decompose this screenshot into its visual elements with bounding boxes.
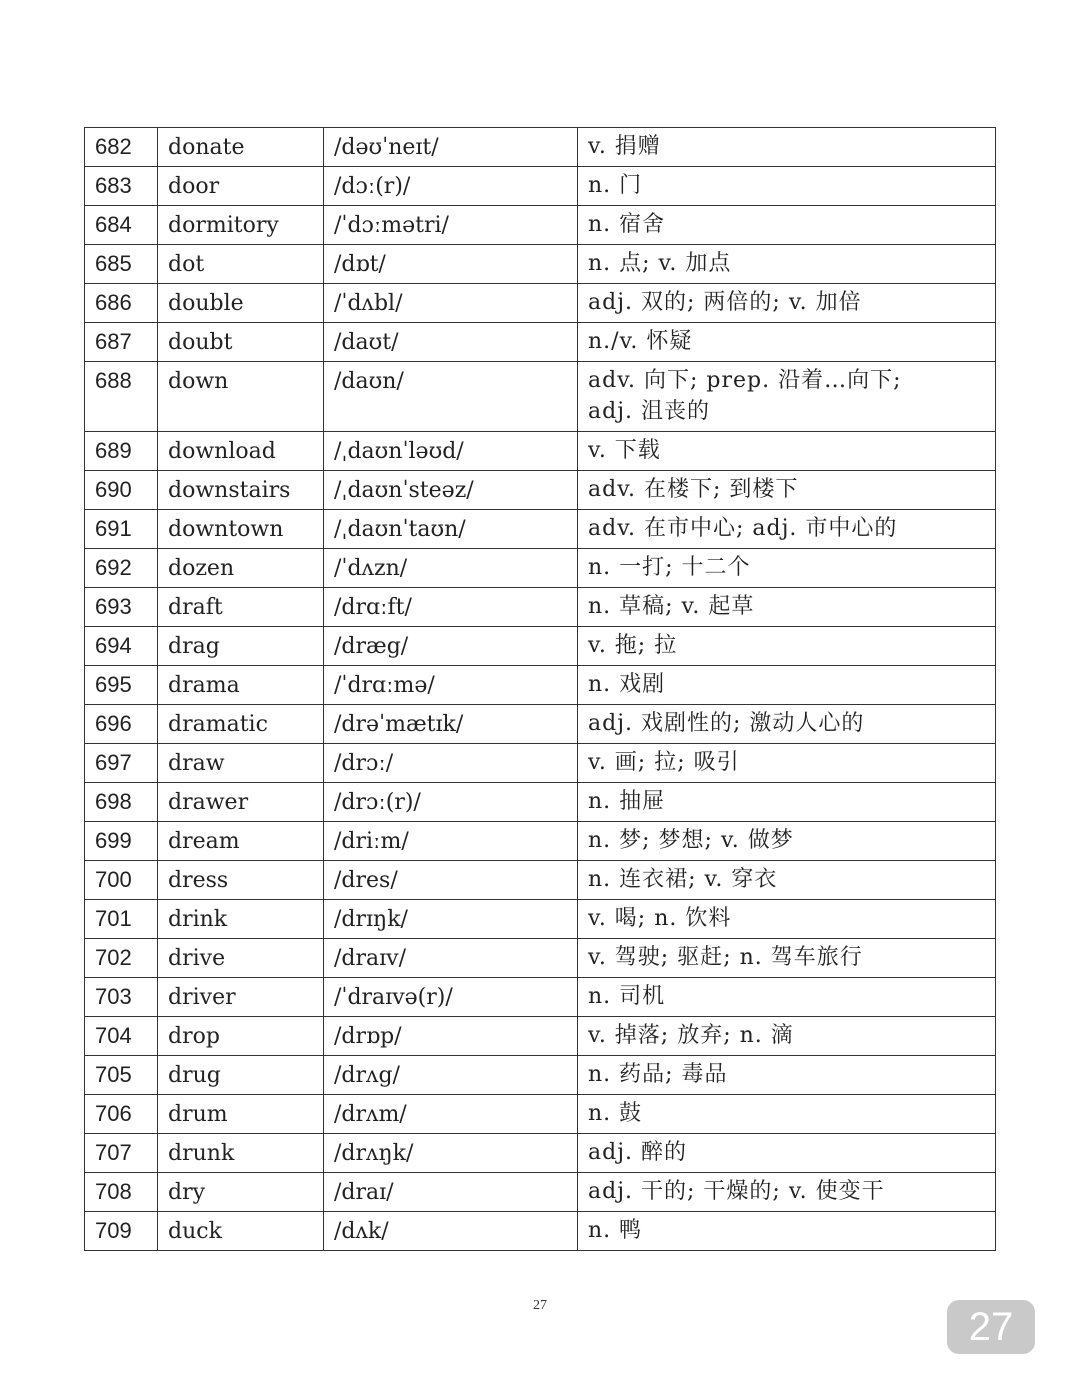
entry-meaning-cell <box>578 822 996 861</box>
entry-number-cell <box>85 1173 158 1212</box>
entry-phonetic-cell <box>324 1017 578 1056</box>
entry-number: 699 <box>95 828 132 853</box>
entry-phonetic-cell <box>324 167 578 206</box>
page-badge: 27 <box>947 1300 1035 1354</box>
entry-meaning-cell <box>578 1056 996 1095</box>
entry-phonetic-cell <box>324 627 578 666</box>
entry-number: 696 <box>95 711 132 736</box>
entry-phonetic: /driːm/ <box>334 829 409 854</box>
entry-meaning-cell <box>578 744 996 783</box>
entry-phonetic-cell <box>324 284 578 323</box>
entry-number-cell <box>85 1134 158 1173</box>
table-row <box>85 323 996 362</box>
entry-phonetic-cell <box>324 206 578 245</box>
entry-meaning-line: adv. 在市中心; adj. 市中心的 <box>588 516 898 541</box>
entry-meaning-cell <box>578 167 996 206</box>
entry-phonetic-cell <box>324 744 578 783</box>
table-row <box>85 206 996 245</box>
entry-word: dramatic <box>168 712 268 737</box>
entry-phonetic: /dɔː(r)/ <box>334 174 411 199</box>
entry-word-cell <box>158 432 324 471</box>
entry-number-cell <box>85 666 158 705</box>
entry-meaning-line: v. 下载 <box>588 438 661 463</box>
table-row <box>85 978 996 1017</box>
entry-phonetic-cell <box>324 900 578 939</box>
entry-number: 694 <box>95 633 132 658</box>
entry-word: driver <box>168 985 236 1010</box>
entry-word: drop <box>168 1024 220 1049</box>
entry-word-cell <box>158 744 324 783</box>
entry-meaning-cell <box>578 1017 996 1056</box>
entry-phonetic: /ˈdraɪvə(r)/ <box>334 985 453 1010</box>
table-row <box>85 666 996 705</box>
entry-meaning-line: n./v. 怀疑 <box>588 329 693 354</box>
entry-word: download <box>168 439 276 464</box>
entry-meaning-line: n. 宿舍 <box>588 212 666 237</box>
entry-number: 698 <box>95 789 132 814</box>
page-number: 27 <box>533 1298 547 1313</box>
table-row <box>85 167 996 206</box>
entry-number-cell <box>85 471 158 510</box>
entry-number: 701 <box>95 906 132 931</box>
entry-meaning-line: n. 司机 <box>588 984 666 1009</box>
entry-meaning-cell <box>578 705 996 744</box>
entry-phonetic-cell <box>324 1173 578 1212</box>
entry-phonetic: /ˌdaʊnˈləʊd/ <box>334 439 464 464</box>
entry-word: downstairs <box>168 478 291 503</box>
entry-phonetic-cell <box>324 362 578 432</box>
entry-phonetic: /drɑːft/ <box>334 595 412 620</box>
entry-number: 690 <box>95 477 132 502</box>
table-row <box>85 471 996 510</box>
entry-number-cell <box>85 284 158 323</box>
entry-meaning-line: adj. 双的; 两倍的; v. 加倍 <box>588 290 862 315</box>
entry-phonetic: /daʊt/ <box>334 330 399 355</box>
entry-word: door <box>168 174 220 199</box>
entry-number-cell <box>85 627 158 666</box>
entry-phonetic-cell <box>324 1212 578 1251</box>
entry-phonetic: /dʌk/ <box>334 1219 389 1244</box>
entry-word: dry <box>168 1180 206 1205</box>
entry-number: 688 <box>95 368 132 393</box>
entry-number-cell <box>85 1017 158 1056</box>
entry-phonetic-cell <box>324 1134 578 1173</box>
entry-number-cell <box>85 978 158 1017</box>
entry-meaning-cell <box>578 362 996 432</box>
entry-word-cell <box>158 705 324 744</box>
entry-meaning-cell <box>578 900 996 939</box>
entry-number: 695 <box>95 672 132 697</box>
entry-meaning-line: adj. 醉的 <box>588 1140 688 1165</box>
entry-word-cell <box>158 783 324 822</box>
entry-phonetic-cell <box>324 783 578 822</box>
entry-phonetic: /dræg/ <box>334 634 409 659</box>
entry-word: down <box>168 369 229 394</box>
table-row <box>85 900 996 939</box>
entry-word: drive <box>168 946 226 971</box>
entry-phonetic-cell <box>324 861 578 900</box>
entry-phonetic: /drəˈmætɪk/ <box>334 712 464 737</box>
table-row <box>85 1173 996 1212</box>
entry-meaning-line: adj. 戏剧性的; 激动人心的 <box>588 711 865 736</box>
table-row <box>85 245 996 284</box>
entry-phonetic-cell <box>324 245 578 284</box>
entry-phonetic: /ˈdʌbl/ <box>334 291 403 316</box>
entry-phonetic-cell <box>324 471 578 510</box>
entry-word-cell <box>158 1017 324 1056</box>
entry-word: duck <box>168 1219 222 1244</box>
entry-phonetic: /ˌdaʊnˈtaʊn/ <box>334 517 466 542</box>
entry-meaning-cell <box>578 323 996 362</box>
entry-meaning-cell <box>578 1212 996 1251</box>
entry-meaning-line: v. 画; 拉; 吸引 <box>588 750 740 775</box>
entry-number-cell <box>85 510 158 549</box>
entry-word-cell <box>158 666 324 705</box>
entry-meaning-line: v. 驾驶; 驱赶; n. 驾车旅行 <box>588 945 863 970</box>
entry-number-cell <box>85 900 158 939</box>
entry-number: 705 <box>95 1062 132 1087</box>
entry-word-cell <box>158 128 324 167</box>
entry-number: 685 <box>95 251 132 276</box>
entry-number: 708 <box>95 1179 132 1204</box>
entry-word-cell <box>158 510 324 549</box>
entry-meaning-cell <box>578 245 996 284</box>
entry-phonetic-cell <box>324 939 578 978</box>
table-row <box>85 861 996 900</box>
entry-number-cell <box>85 822 158 861</box>
entry-meaning-cell <box>578 861 996 900</box>
entry-phonetic-cell <box>324 666 578 705</box>
entry-phonetic: /ˌdaʊnˈsteəz/ <box>334 478 474 503</box>
entry-meaning-cell <box>578 627 996 666</box>
entry-word-cell <box>158 861 324 900</box>
entry-phonetic: /drɔː(r)/ <box>334 790 421 815</box>
table-row <box>85 744 996 783</box>
entry-number: 687 <box>95 329 132 354</box>
table-row <box>85 1095 996 1134</box>
table-row <box>85 510 996 549</box>
table-row <box>85 432 996 471</box>
entry-word-cell <box>158 1056 324 1095</box>
entry-meaning-cell <box>578 1095 996 1134</box>
entry-phonetic: /dɒt/ <box>334 252 386 277</box>
entry-meaning-line: n. 草稿; v. 起草 <box>588 594 755 619</box>
entry-meaning-line: v. 掉落; 放弃; n. 滴 <box>588 1023 794 1048</box>
entry-number-cell <box>85 128 158 167</box>
entry-meaning-cell <box>578 432 996 471</box>
entry-word-cell <box>158 822 324 861</box>
table-row <box>85 588 996 627</box>
entry-phonetic: /drʌŋk/ <box>334 1141 414 1166</box>
table-row <box>85 1212 996 1251</box>
entry-meaning-line: v. 拖; 拉 <box>588 633 678 658</box>
entry-number-cell <box>85 861 158 900</box>
table-row <box>85 705 996 744</box>
entry-phonetic-cell <box>324 978 578 1017</box>
entry-word-cell <box>158 627 324 666</box>
entry-number-cell <box>85 167 158 206</box>
entry-phonetic-cell <box>324 1056 578 1095</box>
entry-number-cell <box>85 744 158 783</box>
entry-meaning-line: n. 一打; 十二个 <box>588 555 751 580</box>
entry-word: double <box>168 291 244 316</box>
entry-word-cell <box>158 1173 324 1212</box>
entry-number-cell <box>85 588 158 627</box>
entry-phonetic: /ˈdʌzn/ <box>334 556 408 581</box>
entry-meaning-cell <box>578 783 996 822</box>
entry-number: 706 <box>95 1101 132 1126</box>
entry-number: 707 <box>95 1140 132 1165</box>
table-row <box>85 549 996 588</box>
entry-word: donate <box>168 135 245 160</box>
entry-word: draw <box>168 751 225 776</box>
entry-number: 691 <box>95 516 132 541</box>
entry-word-cell <box>158 167 324 206</box>
entry-meaning-cell <box>578 978 996 1017</box>
entry-word-cell <box>158 900 324 939</box>
entry-meaning-line: n. 点; v. 加点 <box>588 251 732 276</box>
entry-phonetic-cell <box>324 128 578 167</box>
table-row <box>85 284 996 323</box>
entry-number: 709 <box>95 1218 132 1243</box>
entry-number-cell <box>85 705 158 744</box>
entry-meaning-line: n. 鼓 <box>588 1101 643 1126</box>
entry-phonetic-cell <box>324 323 578 362</box>
entry-word-cell <box>158 1212 324 1251</box>
table-row <box>85 939 996 978</box>
table-row <box>85 1134 996 1173</box>
entry-number: 697 <box>95 750 132 775</box>
entry-phonetic: /drɔː/ <box>334 751 394 776</box>
table-row <box>85 822 996 861</box>
entry-meaning-line: v. 捐赠 <box>588 134 661 159</box>
entry-number: 700 <box>95 867 132 892</box>
vocabulary-table <box>84 127 996 1251</box>
entry-number-cell <box>85 1212 158 1251</box>
entry-meaning-line: n. 药品; 毒品 <box>588 1062 728 1087</box>
entry-number-cell <box>85 1056 158 1095</box>
entry-meaning-cell <box>578 939 996 978</box>
vocabulary-table-body <box>85 128 996 1251</box>
entry-meaning-line: adv. 在楼下; 到楼下 <box>588 477 799 502</box>
entry-phonetic: /draɪ/ <box>334 1180 394 1205</box>
entry-meaning-cell <box>578 1173 996 1212</box>
entry-word: drawer <box>168 790 249 815</box>
table-row <box>85 1056 996 1095</box>
entry-number: 686 <box>95 290 132 315</box>
entry-phonetic-cell <box>324 432 578 471</box>
entry-number-cell <box>85 549 158 588</box>
entry-phonetic: /drʌm/ <box>334 1102 407 1127</box>
entry-number-cell <box>85 939 158 978</box>
entry-phonetic-cell <box>324 549 578 588</box>
table-row <box>85 627 996 666</box>
entry-phonetic-cell <box>324 1095 578 1134</box>
entry-word: drama <box>168 673 240 698</box>
entry-meaning-cell <box>578 666 996 705</box>
entry-number-cell <box>85 245 158 284</box>
entry-meaning-cell <box>578 549 996 588</box>
entry-phonetic: /drʌg/ <box>334 1063 400 1088</box>
entry-word: drink <box>168 907 228 932</box>
entry-meaning-line: n. 抽屉 <box>588 789 666 814</box>
entry-number: 703 <box>95 984 132 1009</box>
entry-meaning-cell <box>578 588 996 627</box>
entry-number-cell <box>85 362 158 432</box>
entry-phonetic: /dres/ <box>334 868 398 893</box>
entry-meaning-line: n. 鸭 <box>588 1218 643 1243</box>
entry-number-cell <box>85 1095 158 1134</box>
entry-meaning-cell <box>578 128 996 167</box>
entry-number: 693 <box>95 594 132 619</box>
table-row <box>85 1017 996 1056</box>
entry-word-cell <box>158 1134 324 1173</box>
entry-word-cell <box>158 323 324 362</box>
entry-phonetic: /ˈdɔːmətri/ <box>334 213 449 238</box>
entry-phonetic: /drɪŋk/ <box>334 907 408 932</box>
entry-meaning-line: n. 门 <box>588 173 643 198</box>
entry-meaning-cell <box>578 206 996 245</box>
entry-word: drum <box>168 1102 228 1127</box>
entry-number: 684 <box>95 212 132 237</box>
entry-number-cell <box>85 323 158 362</box>
entry-word-cell <box>158 284 324 323</box>
entry-word-cell <box>158 588 324 627</box>
entry-word: dot <box>168 252 205 277</box>
entry-meaning-cell <box>578 1134 996 1173</box>
entry-meaning-line: n. 连衣裙; v. 穿衣 <box>588 867 778 892</box>
entry-number: 692 <box>95 555 132 580</box>
entry-number: 683 <box>95 173 132 198</box>
entry-phonetic: /ˈdrɑːmə/ <box>334 673 435 698</box>
entry-word: drunk <box>168 1141 235 1166</box>
entry-word: draft <box>168 595 223 620</box>
entry-number: 704 <box>95 1023 132 1048</box>
entry-number-cell <box>85 432 158 471</box>
entry-meaning-cell <box>578 471 996 510</box>
entry-word: dozen <box>168 556 235 581</box>
table-row <box>85 362 996 432</box>
entry-meaning-line: adj. 干的; 干燥的; v. 使变干 <box>588 1179 885 1204</box>
entry-phonetic-cell <box>324 510 578 549</box>
entry-word-cell <box>158 245 324 284</box>
entry-number-cell <box>85 206 158 245</box>
entry-number-cell <box>85 783 158 822</box>
entry-phonetic: /daʊn/ <box>334 369 404 394</box>
entry-word: drag <box>168 634 220 659</box>
table-row <box>85 783 996 822</box>
entry-word-cell <box>158 939 324 978</box>
entry-word-cell <box>158 978 324 1017</box>
entry-word: dress <box>168 868 229 893</box>
entry-meaning-line: n. 戏剧 <box>588 672 666 697</box>
entry-word: dream <box>168 829 240 854</box>
entry-phonetic-cell <box>324 705 578 744</box>
entry-phonetic: /dəʊˈneɪt/ <box>334 135 439 160</box>
entry-number: 682 <box>95 134 132 159</box>
entry-word: doubt <box>168 330 233 355</box>
entry-phonetic-cell <box>324 588 578 627</box>
entry-meaning-line: v. 喝; n. 饮料 <box>588 906 732 931</box>
entry-phonetic: /drɒp/ <box>334 1024 402 1049</box>
entry-word-cell <box>158 549 324 588</box>
entry-meaning-cell <box>578 510 996 549</box>
table-row <box>85 128 996 167</box>
entry-word-cell <box>158 471 324 510</box>
entry-meaning-line: n. 梦; 梦想; v. 做梦 <box>588 828 794 853</box>
entry-number: 702 <box>95 945 132 970</box>
entry-meaning-line: adv. 向下; prep. 沿着…向下; <box>588 368 902 393</box>
entry-phonetic-cell <box>324 822 578 861</box>
entry-phonetic: /draɪv/ <box>334 946 407 971</box>
entry-number: 689 <box>95 438 132 463</box>
entry-word-cell <box>158 1095 324 1134</box>
entry-word: drug <box>168 1063 221 1088</box>
entry-meaning-cell <box>578 284 996 323</box>
entry-word-cell <box>158 362 324 432</box>
entry-word: downtown <box>168 517 284 542</box>
entry-word-cell <box>158 206 324 245</box>
entry-word: dormitory <box>168 213 279 238</box>
entry-meaning-line: adj. 沮丧的 <box>588 399 711 424</box>
